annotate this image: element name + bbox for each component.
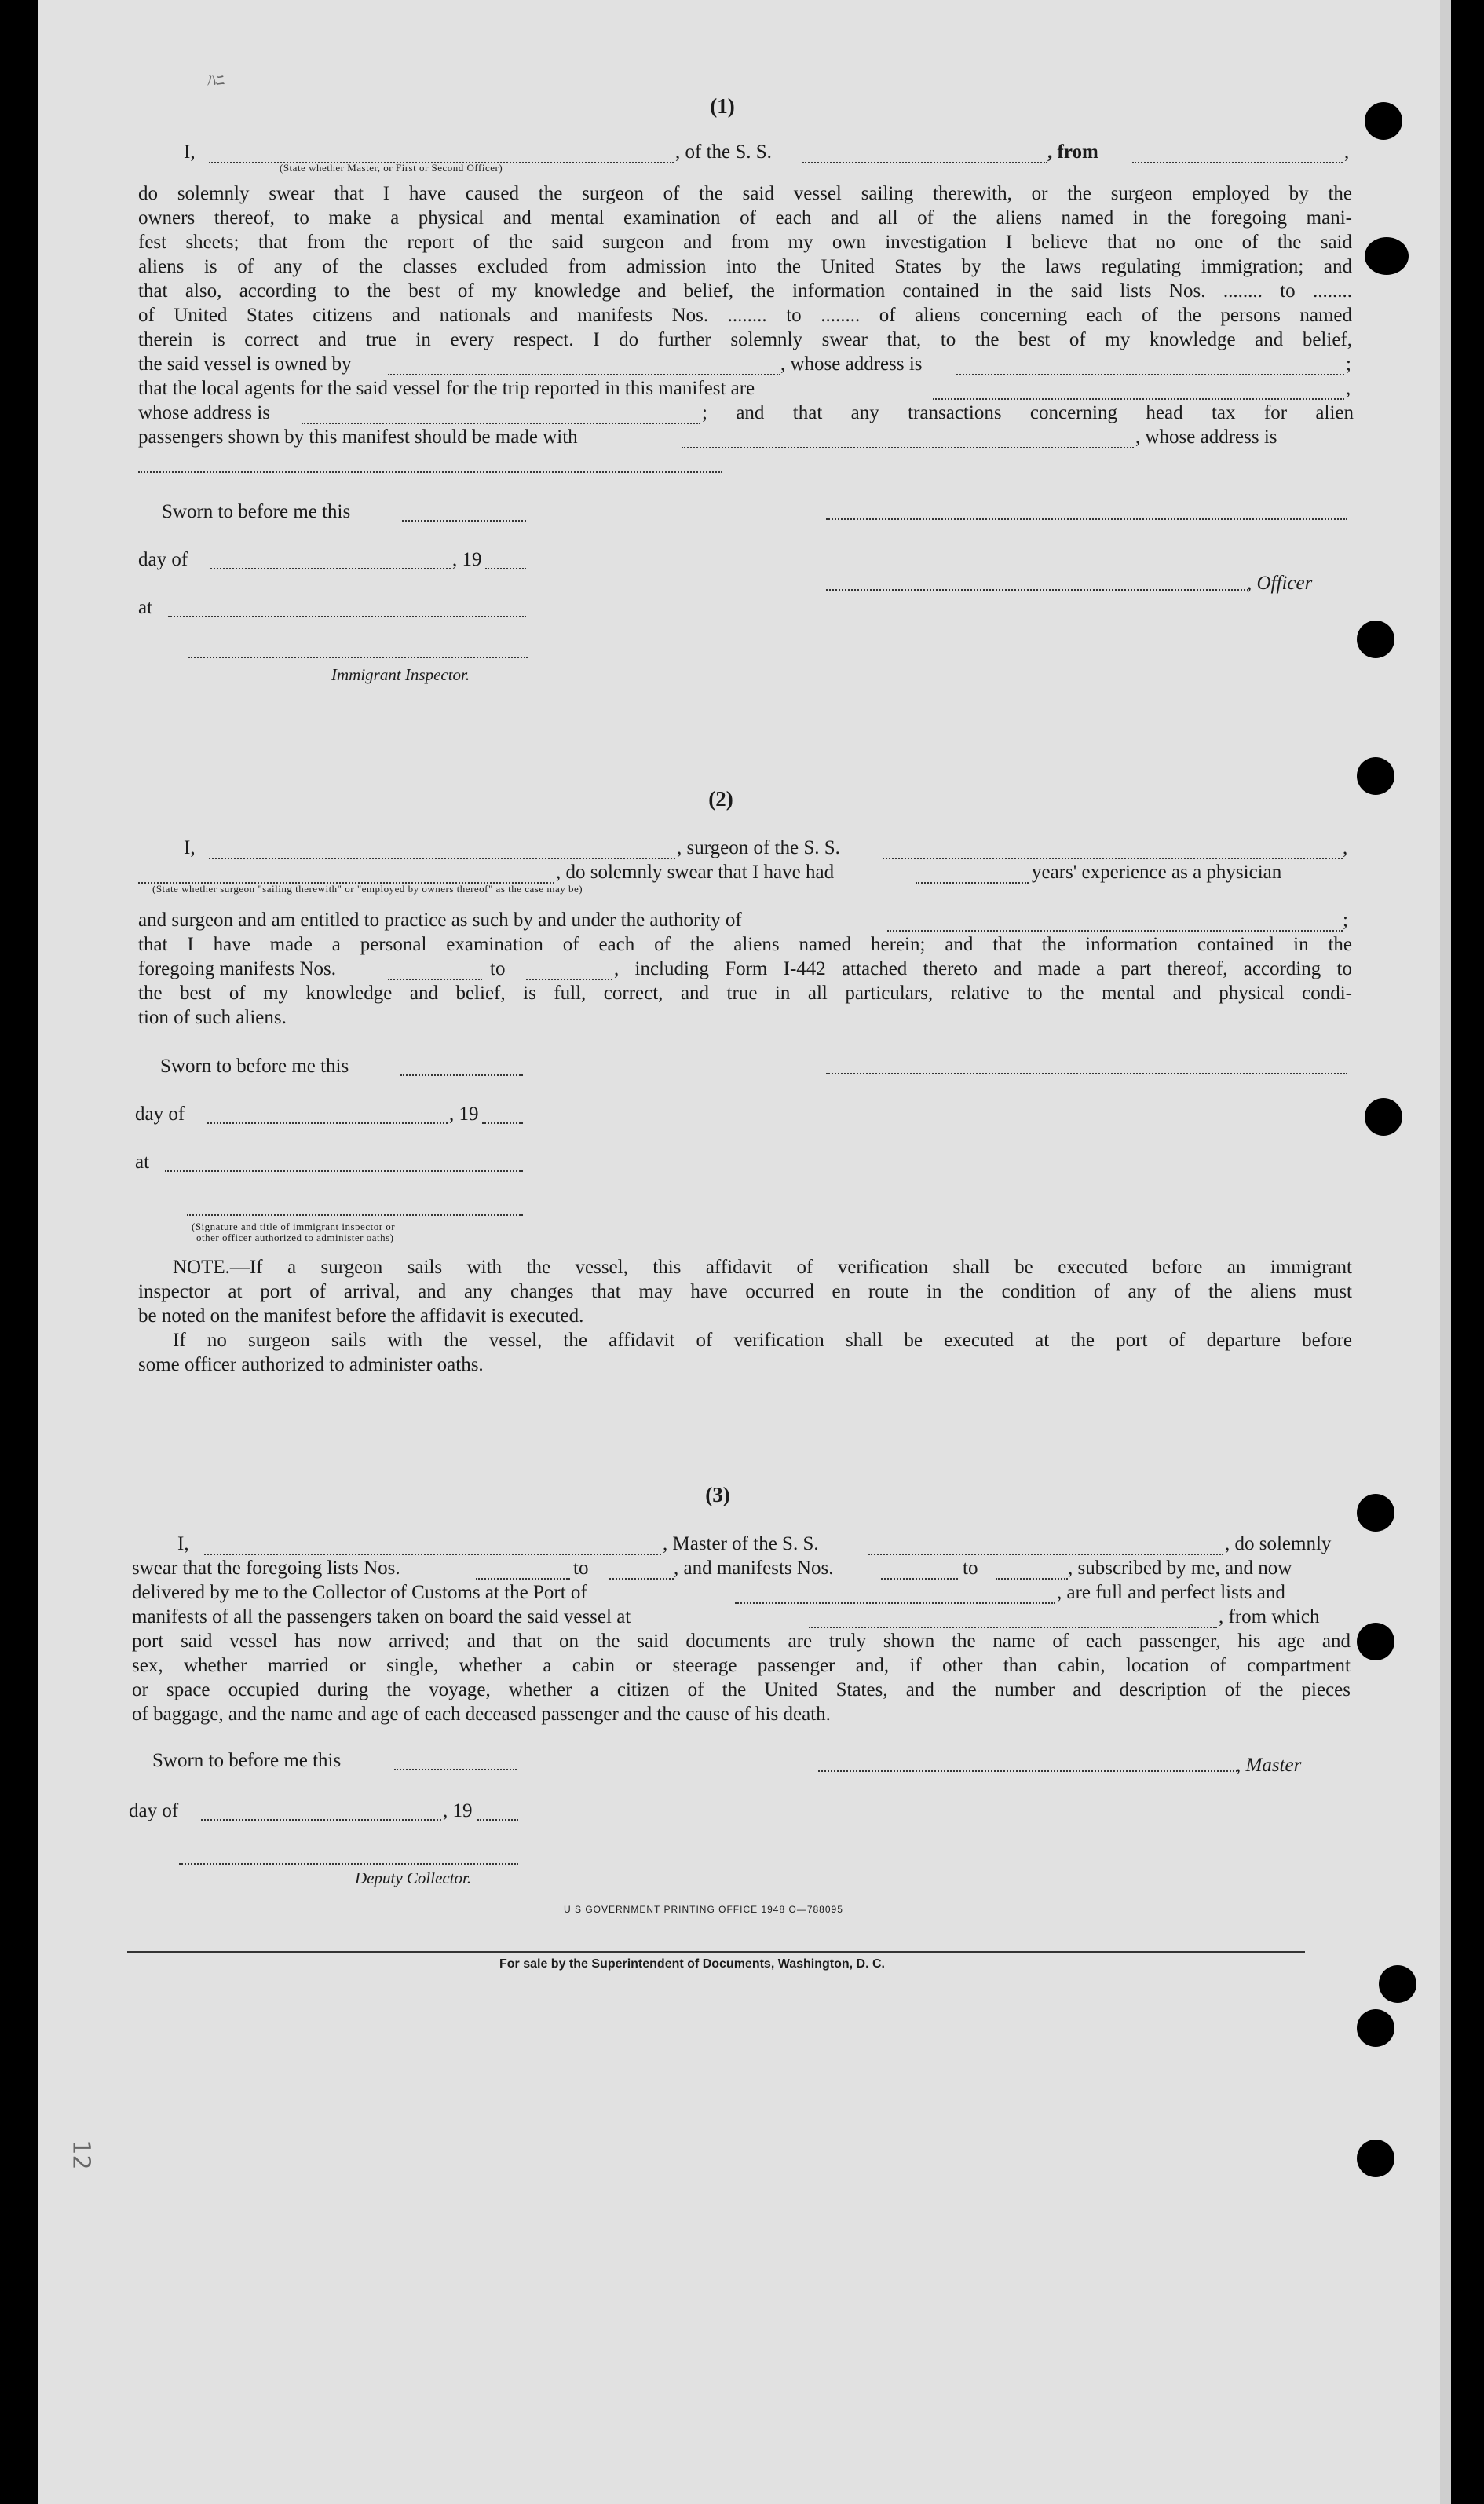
s1-officer-note: (State whether Master, or First or Second Officer) xyxy=(280,162,503,174)
s1-from-field[interactable] xyxy=(1132,148,1343,163)
s1-agents-field[interactable] xyxy=(933,384,1344,400)
s2-i: I, xyxy=(184,837,196,858)
s1-inspector-line[interactable] xyxy=(188,655,528,658)
punch-hole xyxy=(1379,1965,1416,2003)
s2-swear: , do solemnly swear that I have had xyxy=(556,862,835,883)
s1-transactions-address-field[interactable] xyxy=(138,457,722,473)
s3-taken-on: manifests of all the passengers taken on board the said vessel at xyxy=(132,1606,631,1627)
s3-lists: swear that the foregoing lists Nos. xyxy=(132,1558,400,1579)
s1-nineteen: , 19 xyxy=(452,549,482,570)
s2-sig-note-2: other officer authorized to administer oaths) xyxy=(196,1232,394,1243)
s2-sworn: Sworn to before me this xyxy=(160,1056,349,1077)
s2-line-7: tion of such aliens. xyxy=(138,1007,287,1028)
s1-passengers-label: passengers shown by this manifest should be made with xyxy=(138,426,578,448)
s3-embark-field[interactable] xyxy=(809,1613,1217,1628)
s2-signature-line[interactable] xyxy=(826,1071,1347,1074)
s1-owner-field[interactable] xyxy=(388,360,780,375)
punch-hole xyxy=(1357,2009,1394,2047)
s1-whose-address: , whose address is xyxy=(780,353,923,375)
s2-name-field[interactable] xyxy=(209,844,675,859)
s3-from-which: , from which xyxy=(1219,1606,1320,1627)
s3-nineteen: , 19 xyxy=(443,1800,473,1821)
s3-master-of: , Master of the S. S. xyxy=(663,1533,819,1554)
s3-sworn-date-field[interactable] xyxy=(394,1755,517,1770)
s1-transactions-field[interactable] xyxy=(682,433,1134,448)
s3-line-7: or space occupied during the voyage, whether a citizen of the United States, and the number and description of the pieces xyxy=(132,1679,1351,1700)
s1-whose-address-2: , whose address is xyxy=(1135,426,1277,448)
s2-surgeon-of: , surgeon of the S. S. xyxy=(677,837,840,858)
s3-collector-label: Deputy Collector. xyxy=(355,1869,472,1887)
s1-paragraph-line: aliens is of any of the classes excluded from admission into the United States by the laws regulating immigration; and xyxy=(138,256,1352,277)
s1-signature-line[interactable] xyxy=(826,517,1347,520)
form-page xyxy=(38,0,1451,2504)
sale-notice: For sale by the Superintendent of Documents, Washington, D. C. xyxy=(499,1957,885,1971)
gpo-imprint: U S GOVERNMENT PRINTING OFFICE 1948 O—788095 xyxy=(564,1904,843,1915)
s2-form: , including Form I-442 attached thereto and made a part thereof, according to xyxy=(614,958,1352,979)
s2-sig-note-1: (Signature and title of immigrant inspector or xyxy=(192,1221,396,1232)
margin-mark-top: ﾊﾆ xyxy=(207,71,225,91)
s3-full-perfect: , are full and perfect lists and xyxy=(1057,1582,1285,1603)
s2-day-of: day of xyxy=(135,1104,185,1125)
s2-manifest-from-field[interactable] xyxy=(388,965,482,980)
s1-paragraph-line: do solemnly swear that I have caused the surgeon of the said vessel sailing therewith, or the surgeon employed by the xyxy=(138,183,1352,204)
s2-authority: and surgeon and am entitled to practice as such by and under the authority of xyxy=(138,910,742,931)
s1-owner-address-field[interactable] xyxy=(956,360,1344,375)
punch-hole xyxy=(1357,2140,1394,2177)
s2-authority-field[interactable] xyxy=(887,916,1343,932)
s2-sailing-note: (State whether surgeon "sailing therewith" or "employed by owners thereof" as the case may be) xyxy=(152,883,583,895)
s1-at-field[interactable] xyxy=(168,602,526,617)
s3-line-6: sex, whether married or single, whether a cabin or steerage passenger and, if other than cabin, location of compartment xyxy=(132,1655,1351,1676)
s1-agents-comma: , xyxy=(1346,378,1351,399)
punch-hole xyxy=(1365,1098,1402,1136)
s1-paragraph-line: of United States citizens and nationals and manifests Nos. ........ to ........ of aliens concerning each of the persons named xyxy=(138,305,1352,326)
note-line-4: If no surgeon sails with the vessel, the affidavit of verification shall be executed at the port of departure before xyxy=(173,1330,1352,1351)
s1-owned-label: the said vessel is owned by xyxy=(138,353,352,375)
s1-sworn-date-field[interactable] xyxy=(402,506,526,522)
s1-of-ss: , of the S. S. xyxy=(675,141,772,163)
punch-hole xyxy=(1365,102,1402,140)
s3-i: I, xyxy=(177,1533,189,1554)
s1-i: I, xyxy=(184,141,196,163)
s3-to-2: to xyxy=(963,1558,978,1579)
s2-inspector-line[interactable] xyxy=(187,1213,523,1216)
s3-port-field[interactable] xyxy=(735,1588,1055,1604)
s1-month-field[interactable] xyxy=(210,554,451,569)
s3-solemnly: , do solemnly xyxy=(1225,1533,1332,1554)
s1-sworn: Sworn to before me this xyxy=(162,501,351,522)
punch-hole xyxy=(1365,237,1409,275)
punch-hole xyxy=(1357,757,1394,795)
s3-to-1: to xyxy=(573,1558,589,1579)
s3-manifests-from-field[interactable] xyxy=(881,1564,958,1580)
s3-name-field[interactable] xyxy=(204,1539,661,1555)
s3-collector-line[interactable] xyxy=(179,1862,518,1865)
footer-rule xyxy=(127,1951,1305,1953)
s1-paragraph-line: fest sheets; that from the report of the said surgeon and from my own investigation I believe that no one of the said xyxy=(138,232,1352,253)
punch-hole xyxy=(1357,1623,1394,1660)
s3-line-8: of baggage, and the name and age of each deceased passenger and the cause of his death. xyxy=(132,1704,831,1725)
s1-semicolon: ; xyxy=(1346,353,1351,375)
s2-manifest-to-field[interactable] xyxy=(526,965,612,980)
s1-paragraph-line: therein is correct and true in every respect. I do further solemnly swear that, to the best of my knowledge and belief, xyxy=(138,329,1352,350)
s2-sworn-date-field[interactable] xyxy=(400,1060,523,1076)
s1-officer-line[interactable] xyxy=(826,588,1248,591)
s1-paragraph-line: owners thereof, to make a physical and mental examination of each and all of the aliens named in the foregoing mani- xyxy=(138,207,1352,229)
s3-month-field[interactable] xyxy=(201,1805,441,1821)
s3-year-field[interactable] xyxy=(477,1805,518,1821)
s2-nineteen: , 19 xyxy=(449,1104,479,1125)
s2-years-field[interactable] xyxy=(916,868,1029,884)
note-line-5: some officer authorized to administer oaths. xyxy=(138,1354,484,1375)
s1-inspector-label: Immigrant Inspector. xyxy=(331,665,470,684)
s2-manifests: foregoing manifests Nos. xyxy=(138,958,337,979)
s2-sailing-field[interactable] xyxy=(138,868,554,884)
s3-collector: delivered by me to the Collector of Customs at the Port of xyxy=(132,1582,587,1603)
section-2-number: (2) xyxy=(708,787,733,811)
s2-line-6: the best of my knowledge and belief, is full, correct, and true in all particulars, relative to the mental and physical condi- xyxy=(138,983,1352,1004)
s1-name-field[interactable] xyxy=(209,148,674,163)
s3-vessel-field[interactable] xyxy=(868,1539,1223,1555)
s1-address-label: whose address is xyxy=(138,402,271,423)
s2-to: to xyxy=(490,958,506,979)
punch-hole xyxy=(1357,1494,1394,1532)
s1-comma: , xyxy=(1344,141,1350,163)
s3-sworn: Sworn to before me this xyxy=(152,1750,342,1771)
s3-day-of: day of xyxy=(129,1800,179,1821)
s1-head-tax: ; and that any transactions concerning head tax for alien xyxy=(702,402,1354,423)
s1-at: at xyxy=(138,597,153,618)
s3-master-label: , Master xyxy=(1236,1755,1302,1776)
s3-subscribed: , subscribed by me, and now xyxy=(1068,1558,1292,1579)
s1-from: , from xyxy=(1047,141,1098,163)
note-line-1: NOTE.—If a surgeon sails with the vessel, this affidavit of verification shall be executed before an immigrant xyxy=(173,1257,1352,1278)
margin-mark-bottom: 12 xyxy=(67,2140,95,2170)
s3-lists-from-field[interactable] xyxy=(476,1564,570,1580)
punch-hole xyxy=(1357,621,1394,658)
s3-line-5: port said vessel has now arrived; and that on the said documents are truly shown the name of each passenger, his age and xyxy=(132,1631,1351,1652)
s1-vessel-field[interactable] xyxy=(802,148,1047,163)
s2-year-field[interactable] xyxy=(482,1108,523,1124)
s2-semicolon: ; xyxy=(1343,910,1348,931)
note-line-2: inspector at port of arrival, and any changes that may have occurred en route in the condition of any of the aliens must xyxy=(138,1281,1352,1302)
s1-day-of: day of xyxy=(138,549,188,570)
s2-comma: , xyxy=(1343,837,1348,858)
s2-years: years' experience as a physician xyxy=(1032,862,1282,883)
section-3-number: (3) xyxy=(705,1483,730,1506)
s3-master-line[interactable] xyxy=(818,1769,1237,1772)
s2-at-field[interactable] xyxy=(165,1156,523,1172)
s2-vessel-field[interactable] xyxy=(883,844,1343,859)
s2-line-4: that I have made a personal examination of each of the aliens named herein; and that the information contained in the xyxy=(138,934,1352,955)
section-1-number: (1) xyxy=(710,94,735,118)
s3-lists-to-field[interactable] xyxy=(609,1564,674,1580)
s1-paragraph-line: that also, according to the best of my knowledge and belief, the information contained in the said lists Nos. ........ to ........ xyxy=(138,280,1352,302)
s3-manifests: , and manifests Nos. xyxy=(674,1558,834,1579)
note-line-3: be noted on the manifest before the affidavit is executed. xyxy=(138,1305,584,1327)
s1-year-field[interactable] xyxy=(485,554,526,569)
s3-manifests-to-field[interactable] xyxy=(996,1564,1068,1580)
s1-agents-address-field[interactable] xyxy=(302,408,700,424)
s2-month-field[interactable] xyxy=(207,1108,448,1124)
page-edge xyxy=(1440,0,1451,2504)
s1-officer-label: , Officer xyxy=(1247,573,1313,594)
s1-agents-label: that the local agents for the said vessel for the trip reported in this manifest are xyxy=(138,378,755,399)
s2-at: at xyxy=(135,1151,150,1173)
